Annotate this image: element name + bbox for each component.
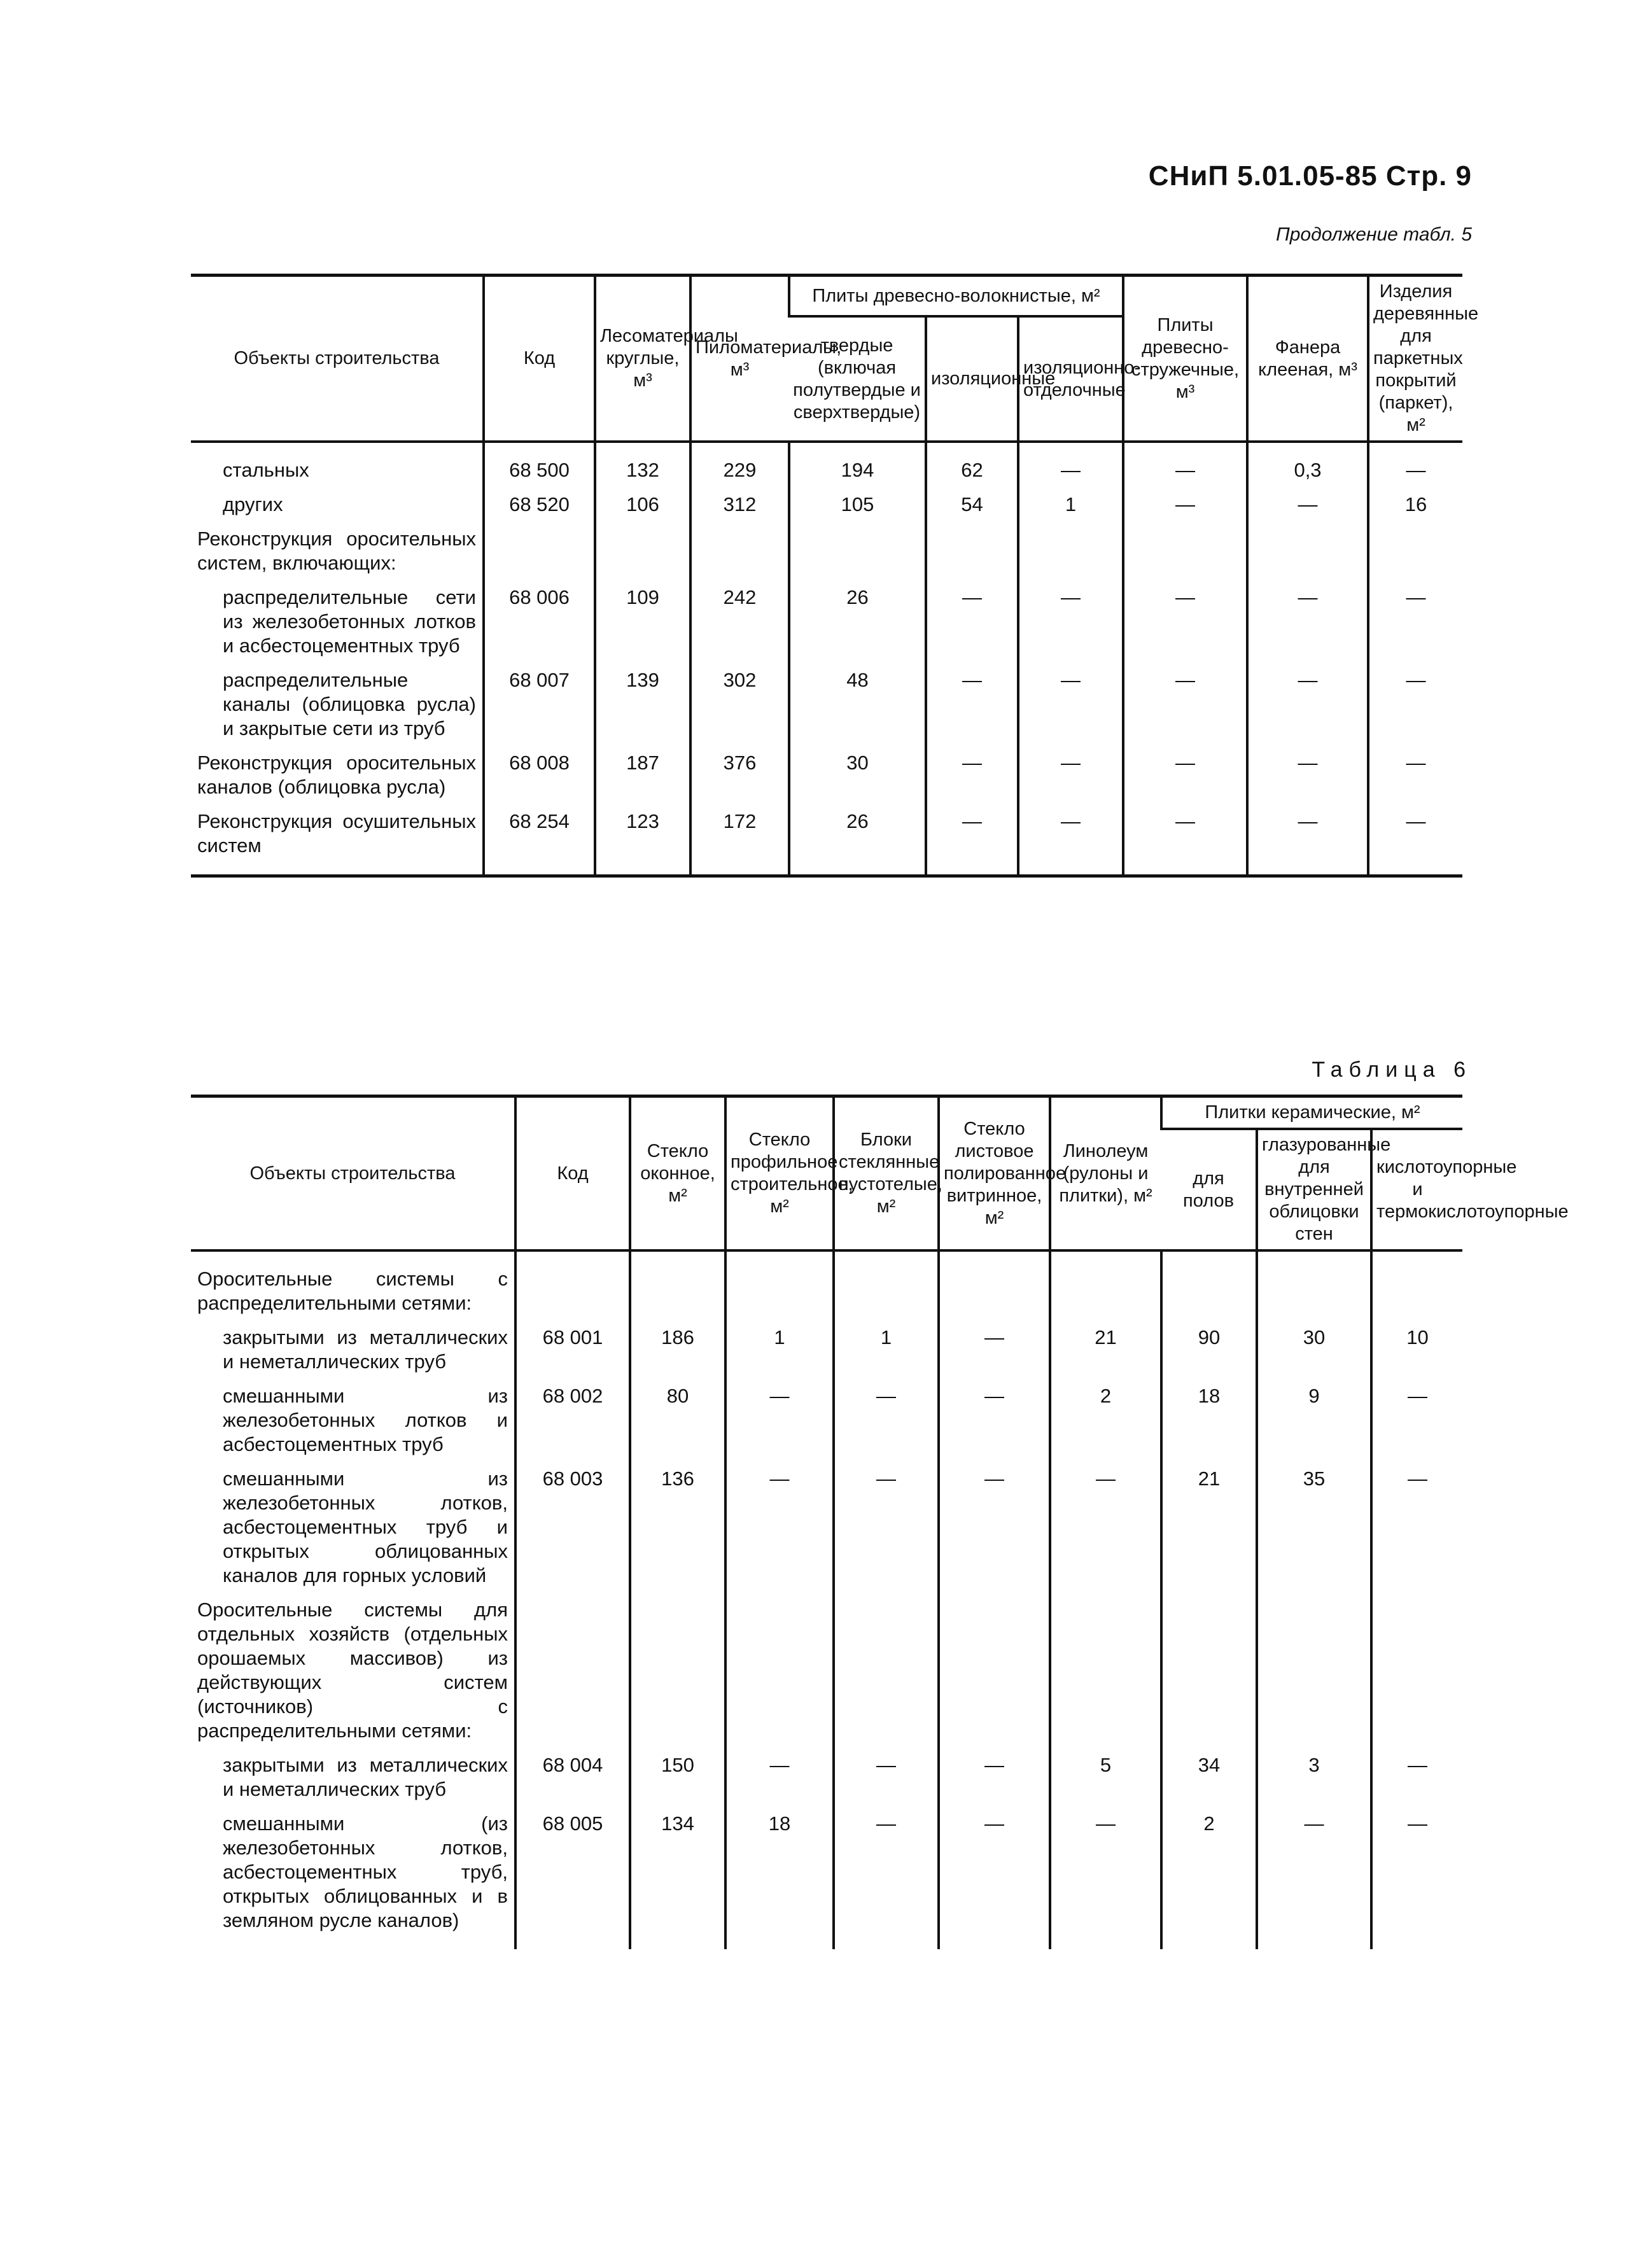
row-object-name: смешанными из железобетонных лотков и асбестоцементных труб — [223, 1385, 508, 1455]
row-value-cell: 1 — [834, 1320, 939, 1379]
col-header-fiber-insul-finishing: изоляционно-отделочные — [1018, 316, 1123, 442]
row-value-cell: 0,3 — [1247, 442, 1368, 487]
row-value-cell — [1257, 1593, 1371, 1748]
row-value-cell: 1 — [1018, 487, 1123, 522]
row-code — [515, 1593, 630, 1748]
table-row — [191, 1748, 1462, 1807]
row-value-cell: 3 — [1257, 1748, 1371, 1807]
row-value-cell: — — [1368, 580, 1462, 663]
row-object-name: Оросительные системы для отдельных хозяйств (отдельных орошаемых массивов) из действующих систем (источников) с распределительными сетями: — [197, 1599, 508, 1742]
row-value-cell: 9 — [1257, 1379, 1371, 1462]
row-value-cell — [1257, 1250, 1371, 1320]
row-value-cell: — — [1123, 663, 1247, 746]
col-header-glass-window: Стекло оконное, м² — [630, 1096, 725, 1251]
row-value-cell: — — [1123, 804, 1247, 876]
row-value-cell — [834, 1250, 939, 1320]
row-value-cell: — — [834, 1379, 939, 1462]
col-header-fiber-hard: твердые (включая полутвердые и сверхтвердые) — [789, 316, 926, 442]
row-value-cell: — — [1123, 580, 1247, 663]
row-value-cell — [1368, 522, 1462, 580]
col-header-objects: Объекты строительства — [191, 1096, 515, 1251]
col-header-glass-blocks: Блоки стеклянные пустотелые, м² — [834, 1096, 939, 1251]
row-value-cell — [1371, 1593, 1462, 1748]
row-value-cell: — — [1123, 442, 1247, 487]
table-row — [191, 663, 1462, 746]
row-value-cell: 105 — [789, 487, 926, 522]
row-object-name: смешанными (из железобетонных лотков, асбестоцементных труб, открытых облицованных и в земляном русле каналов) — [223, 1812, 508, 1931]
row-value-cell: — — [1371, 1379, 1462, 1462]
col-header-glass-profile: Стекло профильное строительное, м² — [725, 1096, 834, 1251]
row-value-cell: — — [939, 1807, 1050, 1949]
row-value-cell: 123 — [595, 804, 690, 876]
table-row — [191, 442, 1462, 487]
row-value-cell: 90 — [1161, 1320, 1257, 1379]
table-5 — [191, 274, 1479, 878]
table-row — [191, 746, 1462, 804]
col-header-code: Код — [484, 276, 595, 442]
row-value-cell: — — [939, 1462, 1050, 1593]
row-value-cell: 21 — [1050, 1320, 1161, 1379]
row-value-cell: — — [939, 1748, 1050, 1807]
table-6-title: Таблица 6 — [1312, 1058, 1472, 1082]
row-object-name: Оросительные системы с распределительными сетями: — [197, 1268, 508, 1314]
row-value-cell — [1050, 1593, 1161, 1748]
row-object-name: распределительные каналы (облицовка русла) и закрытые сети из труб — [223, 669, 476, 739]
row-value-cell: — — [725, 1462, 834, 1593]
row-value-cell: 35 — [1257, 1462, 1371, 1593]
row-code: 68 500 — [484, 442, 595, 487]
row-object-name: закрытыми из металлических и неметаллических труб — [223, 1326, 508, 1373]
row-value-cell — [939, 1593, 1050, 1748]
row-value-cell — [630, 1593, 725, 1748]
row-value-cell: 26 — [789, 804, 926, 876]
table-6-body — [191, 1250, 1462, 1949]
row-value-cell: — — [926, 580, 1018, 663]
row-code — [515, 1250, 630, 1320]
row-value-cell: 30 — [1257, 1320, 1371, 1379]
row-value-cell: 62 — [926, 442, 1018, 487]
row-value-cell: 172 — [690, 804, 789, 876]
row-value-cell: 136 — [630, 1462, 725, 1593]
row-value-cell: — — [1247, 746, 1368, 804]
row-code: 68 254 — [484, 804, 595, 876]
col-header-fiberboard-group: Плиты древесно-волокнистые, м² — [789, 276, 1123, 317]
row-value-cell: 150 — [630, 1748, 725, 1807]
row-value-cell: — — [1247, 487, 1368, 522]
row-value-cell: — — [1123, 746, 1247, 804]
row-object-name: Реконструкция осушительных систем — [191, 804, 484, 876]
row-value-cell: 21 — [1161, 1462, 1257, 1593]
row-object-name: смешанными из железобетонных лотков, асбестоцементных труб и открытых облицованных каналов для горных условий — [223, 1467, 508, 1586]
row-code: 68 007 — [484, 663, 595, 746]
row-object-name: Реконструкция оросительных каналов (облицовка русла) — [197, 752, 476, 798]
row-value-cell: — — [1123, 487, 1247, 522]
row-value-cell: — — [834, 1462, 939, 1593]
row-value-cell: 229 — [690, 442, 789, 487]
row-value-cell: 5 — [1050, 1748, 1161, 1807]
row-value-cell: — — [939, 1379, 1050, 1462]
row-code — [484, 522, 595, 580]
table-5-body — [191, 442, 1462, 876]
col-header-ceramic-tiles-group: Плитки керамические, м² — [1161, 1096, 1462, 1130]
table-row — [191, 804, 1462, 876]
row-value-cell: 18 — [1161, 1379, 1257, 1462]
row-value-cell: 2 — [1161, 1807, 1257, 1949]
col-header-tiles-floor: для полов — [1161, 1129, 1257, 1250]
table-6 — [191, 1095, 1569, 1949]
page-header-ref: СНиП 5.01.05-85 Стр. 9 — [1148, 160, 1472, 192]
row-object-name: закрытыми из металлических и неметаллических труб — [223, 1754, 508, 1800]
table-continuation-note: Продолжение табл. 5 — [1276, 224, 1472, 245]
table-row — [191, 1250, 1462, 1320]
row-value-cell: — — [725, 1748, 834, 1807]
row-value-cell: — — [834, 1748, 939, 1807]
row-code: 68 003 — [515, 1462, 630, 1593]
row-value-cell: — — [1247, 580, 1368, 663]
row-value-cell: — — [725, 1379, 834, 1462]
row-code: 68 004 — [515, 1748, 630, 1807]
table-row — [191, 522, 1462, 580]
row-value-cell: — — [1257, 1807, 1371, 1949]
row-value-cell: 2 — [1050, 1379, 1161, 1462]
row-value-cell: 54 — [926, 487, 1018, 522]
row-value-cell: — — [1368, 663, 1462, 746]
col-header-tiles-glazed: глазурованные для внутренней облицовки стен — [1257, 1129, 1371, 1250]
row-value-cell: — — [1368, 746, 1462, 804]
row-code: 68 006 — [484, 580, 595, 663]
row-value-cell — [789, 522, 926, 580]
row-value-cell: 139 — [595, 663, 690, 746]
row-value-cell: — — [834, 1807, 939, 1949]
row-value-cell — [926, 522, 1018, 580]
row-code: 68 008 — [484, 746, 595, 804]
row-value-cell: — — [926, 663, 1018, 746]
row-value-cell: — — [1368, 804, 1462, 876]
row-code: 68 520 — [484, 487, 595, 522]
row-value-cell: — — [1368, 442, 1462, 487]
row-value-cell: 30 — [789, 746, 926, 804]
table-row — [191, 1807, 1462, 1949]
row-value-cell: 109 — [595, 580, 690, 663]
row-code: 68 005 — [515, 1807, 630, 1949]
row-value-cell: — — [1247, 804, 1368, 876]
row-value-cell: 34 — [1161, 1748, 1257, 1807]
row-value-cell: 1 — [725, 1320, 834, 1379]
row-value-cell: 194 — [789, 442, 926, 487]
row-value-cell — [1123, 522, 1247, 580]
row-value-cell: 187 — [595, 746, 690, 804]
col-header-plywood: Фанера клееная, м³ — [1247, 276, 1368, 442]
row-value-cell — [1050, 1250, 1161, 1320]
table-row — [191, 1320, 1462, 1379]
row-value-cell: 242 — [690, 580, 789, 663]
row-value-cell: — — [1018, 580, 1123, 663]
row-value-cell: 106 — [595, 487, 690, 522]
row-value-cell: — — [926, 804, 1018, 876]
row-value-cell: — — [1018, 663, 1123, 746]
col-header-code: Код — [515, 1096, 630, 1251]
row-value-cell: 26 — [789, 580, 926, 663]
row-value-cell — [595, 522, 690, 580]
table-row — [191, 1379, 1462, 1462]
row-value-cell: 18 — [725, 1807, 834, 1949]
row-value-cell — [1161, 1593, 1257, 1748]
row-object-name: Реконструкция оросительных систем, включающих: — [197, 528, 476, 574]
row-value-cell: — — [1371, 1462, 1462, 1593]
row-value-cell — [1018, 522, 1123, 580]
row-value-cell: 132 — [595, 442, 690, 487]
row-code: 68 001 — [515, 1320, 630, 1379]
row-value-cell: 312 — [690, 487, 789, 522]
col-header-glass-sheet: Стекло листовое полированное витринное, м² — [939, 1096, 1050, 1251]
row-value-cell: — — [1371, 1748, 1462, 1807]
row-value-cell: 134 — [630, 1807, 725, 1949]
row-object-name: распределительные сети из железобетонных лотков и асбестоцементных труб — [223, 586, 476, 657]
row-value-cell: — — [1050, 1807, 1161, 1949]
row-value-cell: — — [1247, 663, 1368, 746]
table-row — [191, 487, 1462, 522]
row-value-cell: — — [926, 746, 1018, 804]
row-value-cell — [1161, 1250, 1257, 1320]
row-value-cell: — — [939, 1320, 1050, 1379]
col-header-tiles-acid: кислотоупорные и термокислотоупорные — [1371, 1129, 1462, 1250]
row-value-cell: — — [1018, 746, 1123, 804]
table-row — [191, 1462, 1462, 1593]
row-value-cell: — — [1371, 1807, 1462, 1949]
row-code: 68 002 — [515, 1379, 630, 1462]
row-value-cell — [690, 522, 789, 580]
table-row — [191, 1593, 1462, 1748]
row-value-cell: 48 — [789, 663, 926, 746]
col-header-fiber-insulating: изоляционные — [926, 316, 1018, 442]
row-value-cell: — — [1050, 1462, 1161, 1593]
table-row — [191, 580, 1462, 663]
row-object-name: стальных — [223, 459, 309, 481]
row-value-cell: — — [1018, 442, 1123, 487]
row-value-cell: 376 — [690, 746, 789, 804]
row-value-cell: 10 — [1371, 1320, 1462, 1379]
row-value-cell: 302 — [690, 663, 789, 746]
row-value-cell: 16 — [1368, 487, 1462, 522]
row-value-cell — [630, 1250, 725, 1320]
row-value-cell — [1371, 1250, 1462, 1320]
row-value-cell — [939, 1250, 1050, 1320]
row-value-cell — [725, 1250, 834, 1320]
col-header-lumber: Пиломатериалы, м³ — [690, 276, 789, 442]
col-header-linoleum: Линолеум (рулоны и плитки), м² — [1050, 1096, 1161, 1251]
col-header-particleboard: Плиты древесно-стружечные, м³ — [1123, 276, 1247, 442]
col-header-objects: Объекты строительства — [191, 276, 484, 442]
row-object-name: других — [223, 493, 283, 515]
row-value-cell — [1247, 522, 1368, 580]
row-value-cell: — — [1018, 804, 1123, 876]
row-value-cell — [834, 1593, 939, 1748]
col-header-timber: Лесоматериалы круглые, м³ — [595, 276, 690, 442]
col-header-parquet: Изделия деревянные для паркетных покрытий (паркет), м² — [1368, 276, 1462, 442]
row-value-cell: 186 — [630, 1320, 725, 1379]
row-value-cell: 80 — [630, 1379, 725, 1462]
row-value-cell — [725, 1593, 834, 1748]
